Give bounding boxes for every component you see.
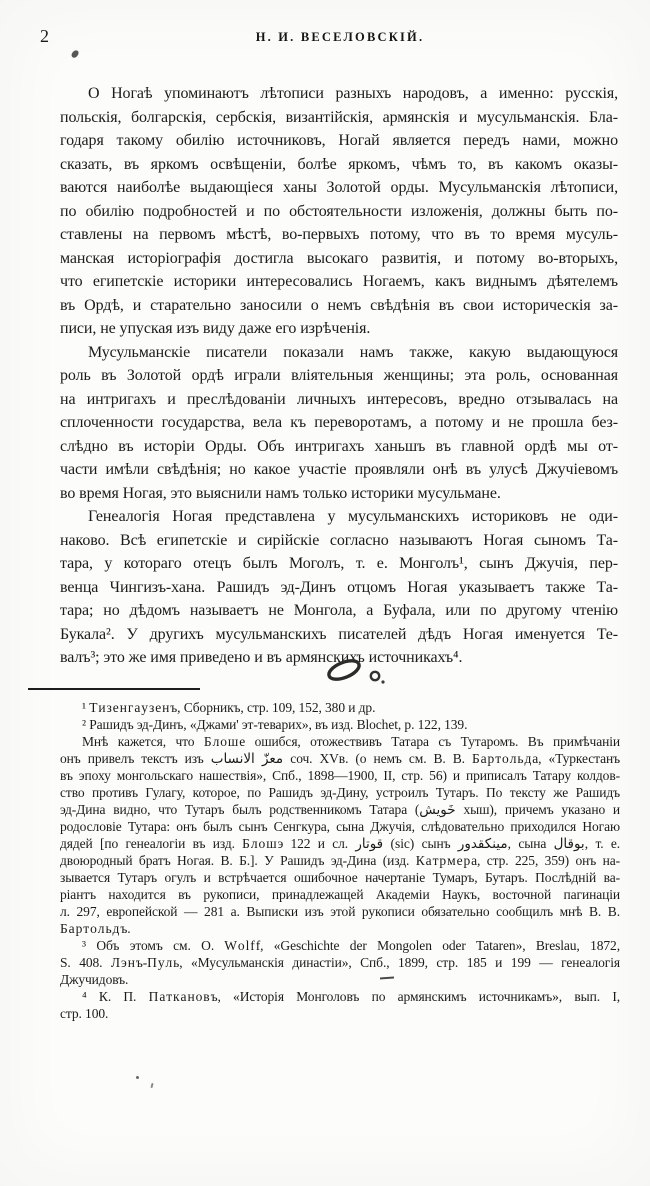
text-line: въ эпоху монгольскаго нашествія», Спб., 1898—1900, II, стр. 56) и приписалъ Татару колдов- [60,768,620,783]
text-line: польскія, болгарскія, сербскія, византійскія, армянскія и мусульманскія. Бла- [60,108,618,126]
text-line: стр. 100. [60,1006,109,1021]
footnotes-block [60,699,620,1022]
text-line: на интригахъ и преслѣдованіи личныхъ интересовъ, вредно отзывалась на [60,390,618,408]
paragraph-2 [60,341,618,506]
text-line: л. 297, европейской — 281 а. Выписки изъ этой рукописи обязательно сообщилъ мнѣ В. В. [60,904,620,919]
text-line: тара; но дѣдомъ называетъ не Монгола, а Буфала, или по другому чтенію [60,602,618,619]
ink-dot [150,1083,153,1088]
text-line: въ Ордѣ, и старательно заносили о немъ свѣдѣнія въ свои историческія за- [60,296,618,314]
text-line: родословіе Тутара: онъ былъ сынъ Сенгкура, сына Джучія, слѣдовательно приходился Ногаю [60,819,620,834]
text-line: части имѣли свѣдѣнія; но какое участіе проявляли онѣ въ улусѣ Джучіевомъ [60,461,618,478]
page-number: 2 [40,26,50,46]
text-line: наково. Всѣ египетскіе и сирійскіе согласно называютъ Ногая сыномъ Та- [60,531,618,549]
text-line: Мусульманскіе писатели показали намъ также, какую выдающуюся [88,343,618,361]
text-line: S. 408. Л э н ъ-П у л ь, «Мусульманскія династіи», Спб., 1899, стр. 185 и 199 — генеалогія [60,955,620,970]
text-line: ⁴ К. П. П а т к а н о в ъ, «Исторія Монголовъ по армянскимъ источникамъ», вып. I, [82,989,620,1004]
text-line: слѣдно въ исторіи Орды. Объ интригахъ ханьшъ въ главной ордѣ мы от- [60,437,618,455]
text-line: сказать, въ яркомъ освѣщеніи, болѣе яркомъ, чѣмъ то, въ какомъ оказы- [60,155,618,173]
text-line: Б а р т о л ь д ъ. [60,921,131,936]
text-line: роль въ Золотой ордѣ играли вліятельныя женщины; эта роль, основанная [60,367,618,384]
text-line: онъ привелъ текстъ изъ معزّ الانساب соч. XVв. (о немъ см. В. В. Б а р т о л ь д а, «Туркестанъ [60,751,620,766]
ink-speck [70,49,79,59]
paragraph-1 [60,82,618,341]
text-line: годаря такому обилію источниковъ, Ногай является передъ нами, можно [60,132,618,149]
text-line: О Ногаѣ упоминаютъ лѣтописи разныхъ народовъ, а именно: русскія, [88,85,618,102]
text-line: эд-Дина видно, что Тутаръ былъ родственникомъ Татара (خَويش хыш), причемъ указано и [60,802,620,817]
text-line: манская исторіографія достигла высокаго развитія, и потому во-вторыхъ, [60,249,618,267]
ink-dot [136,1076,139,1079]
text-line: ² Рашидъ эд-Динъ, «Джами' эт-теварих», въ изд. Blochet, p. 122, 139. [82,717,468,732]
running-title: Н. И. ВЕСЕЛОВСКІЙ. [255,30,425,44]
text-line: Букала². У другихъ мусульманскихъ писателей дѣдъ Ногая именуется Те- [60,625,618,643]
text-line: Генеалогія Ногая представлена у мусульманскихъ историковъ не оди- [88,508,618,525]
text-line: венца Чингизъ-хана. Рашидъ эд-Динъ отцомъ Ногая указываетъ также Та- [60,578,618,596]
text-line: ставлены на первомъ мѣстѣ, во-первыхъ потому, что въ то время мусуль- [60,226,618,243]
text-line: ство противъ Гулагу, которое, по Рашидъ эд-Дину, устроилъ Тутаръ. По тексту же Рашидъ [60,785,620,800]
footnote-2 [60,716,620,733]
text-line: во время Ногая, это выяснили намъ только историки мусульмане. [60,484,501,502]
text-line: ¹ Т и з е н г а у з е н ъ, Сборникъ, стр. 109, 152, 380 и др. [82,700,376,715]
footnote-4 [60,988,620,1022]
text-line: сплоченности государства, вела къ переворотамъ, а потому и не прошла без- [60,414,618,431]
text-line: по обилію подробностей и по обстоятельности изложенія, должны быть по- [60,202,618,220]
text-line: дядей [по генеалогіи въ изд. Б л о ш э 122 и сл. قوتار (sic) сынъ مينكقدور, сына بوقال, т. е. [60,836,620,851]
ink-blot-mark [320,654,392,692]
text-line: ³ Объ этомъ см. O. W o l f f, «Geschichte der Mongolen oder Tataren», Breslau, 1872, [82,938,620,953]
text-line: валъ³; это же имя приведено и въ армянскихъ источникахъ⁴. [60,649,463,666]
text-line: тара, у котораго отецъ былъ Моголъ, т. е. Монголъ¹, сынъ Джучія, пер- [60,555,618,572]
footnote-separator [28,688,200,690]
footnote-1 [60,699,620,716]
footnote-2-commentary [60,733,620,937]
text-line: что египетскіе историки интересовались Ногаемъ, какъ виднымъ дѣятелемъ [60,273,618,290]
text-line: двоюродный братъ Ногая. В. Б.]. У Рашидъ эд-Дина (изд. К а т р м е р а, стр. 225, 359) онъ на- [60,853,620,868]
text-line: зывается Тутаръ огулъ и встрѣчается ошибочное начертаніе Тумаръ, Бутаръ. Послѣдній ва- [60,870,620,885]
text-line: ваются наиболѣе выдающіеся ханы Золотой орды. Мусульманскія лѣтописи, [60,179,618,196]
text-line: Мнѣ кажется, что Б л о ш е ошибся, отожествивъ Татара съ Тутаромъ. Въ примѣчаніи [82,734,620,749]
main-text-block [60,82,618,670]
paragraph-3 [60,505,618,670]
text-line: ріантъ находится въ рукописи, принадлежащей Академіи Наукъ, восточной пагинаціи [60,887,620,902]
text-line: писи, не упуская изъ виду даже его изрѣченія. [60,320,371,337]
footnote-3 [60,937,620,988]
text-line: Джучидовъ. [60,972,129,987]
